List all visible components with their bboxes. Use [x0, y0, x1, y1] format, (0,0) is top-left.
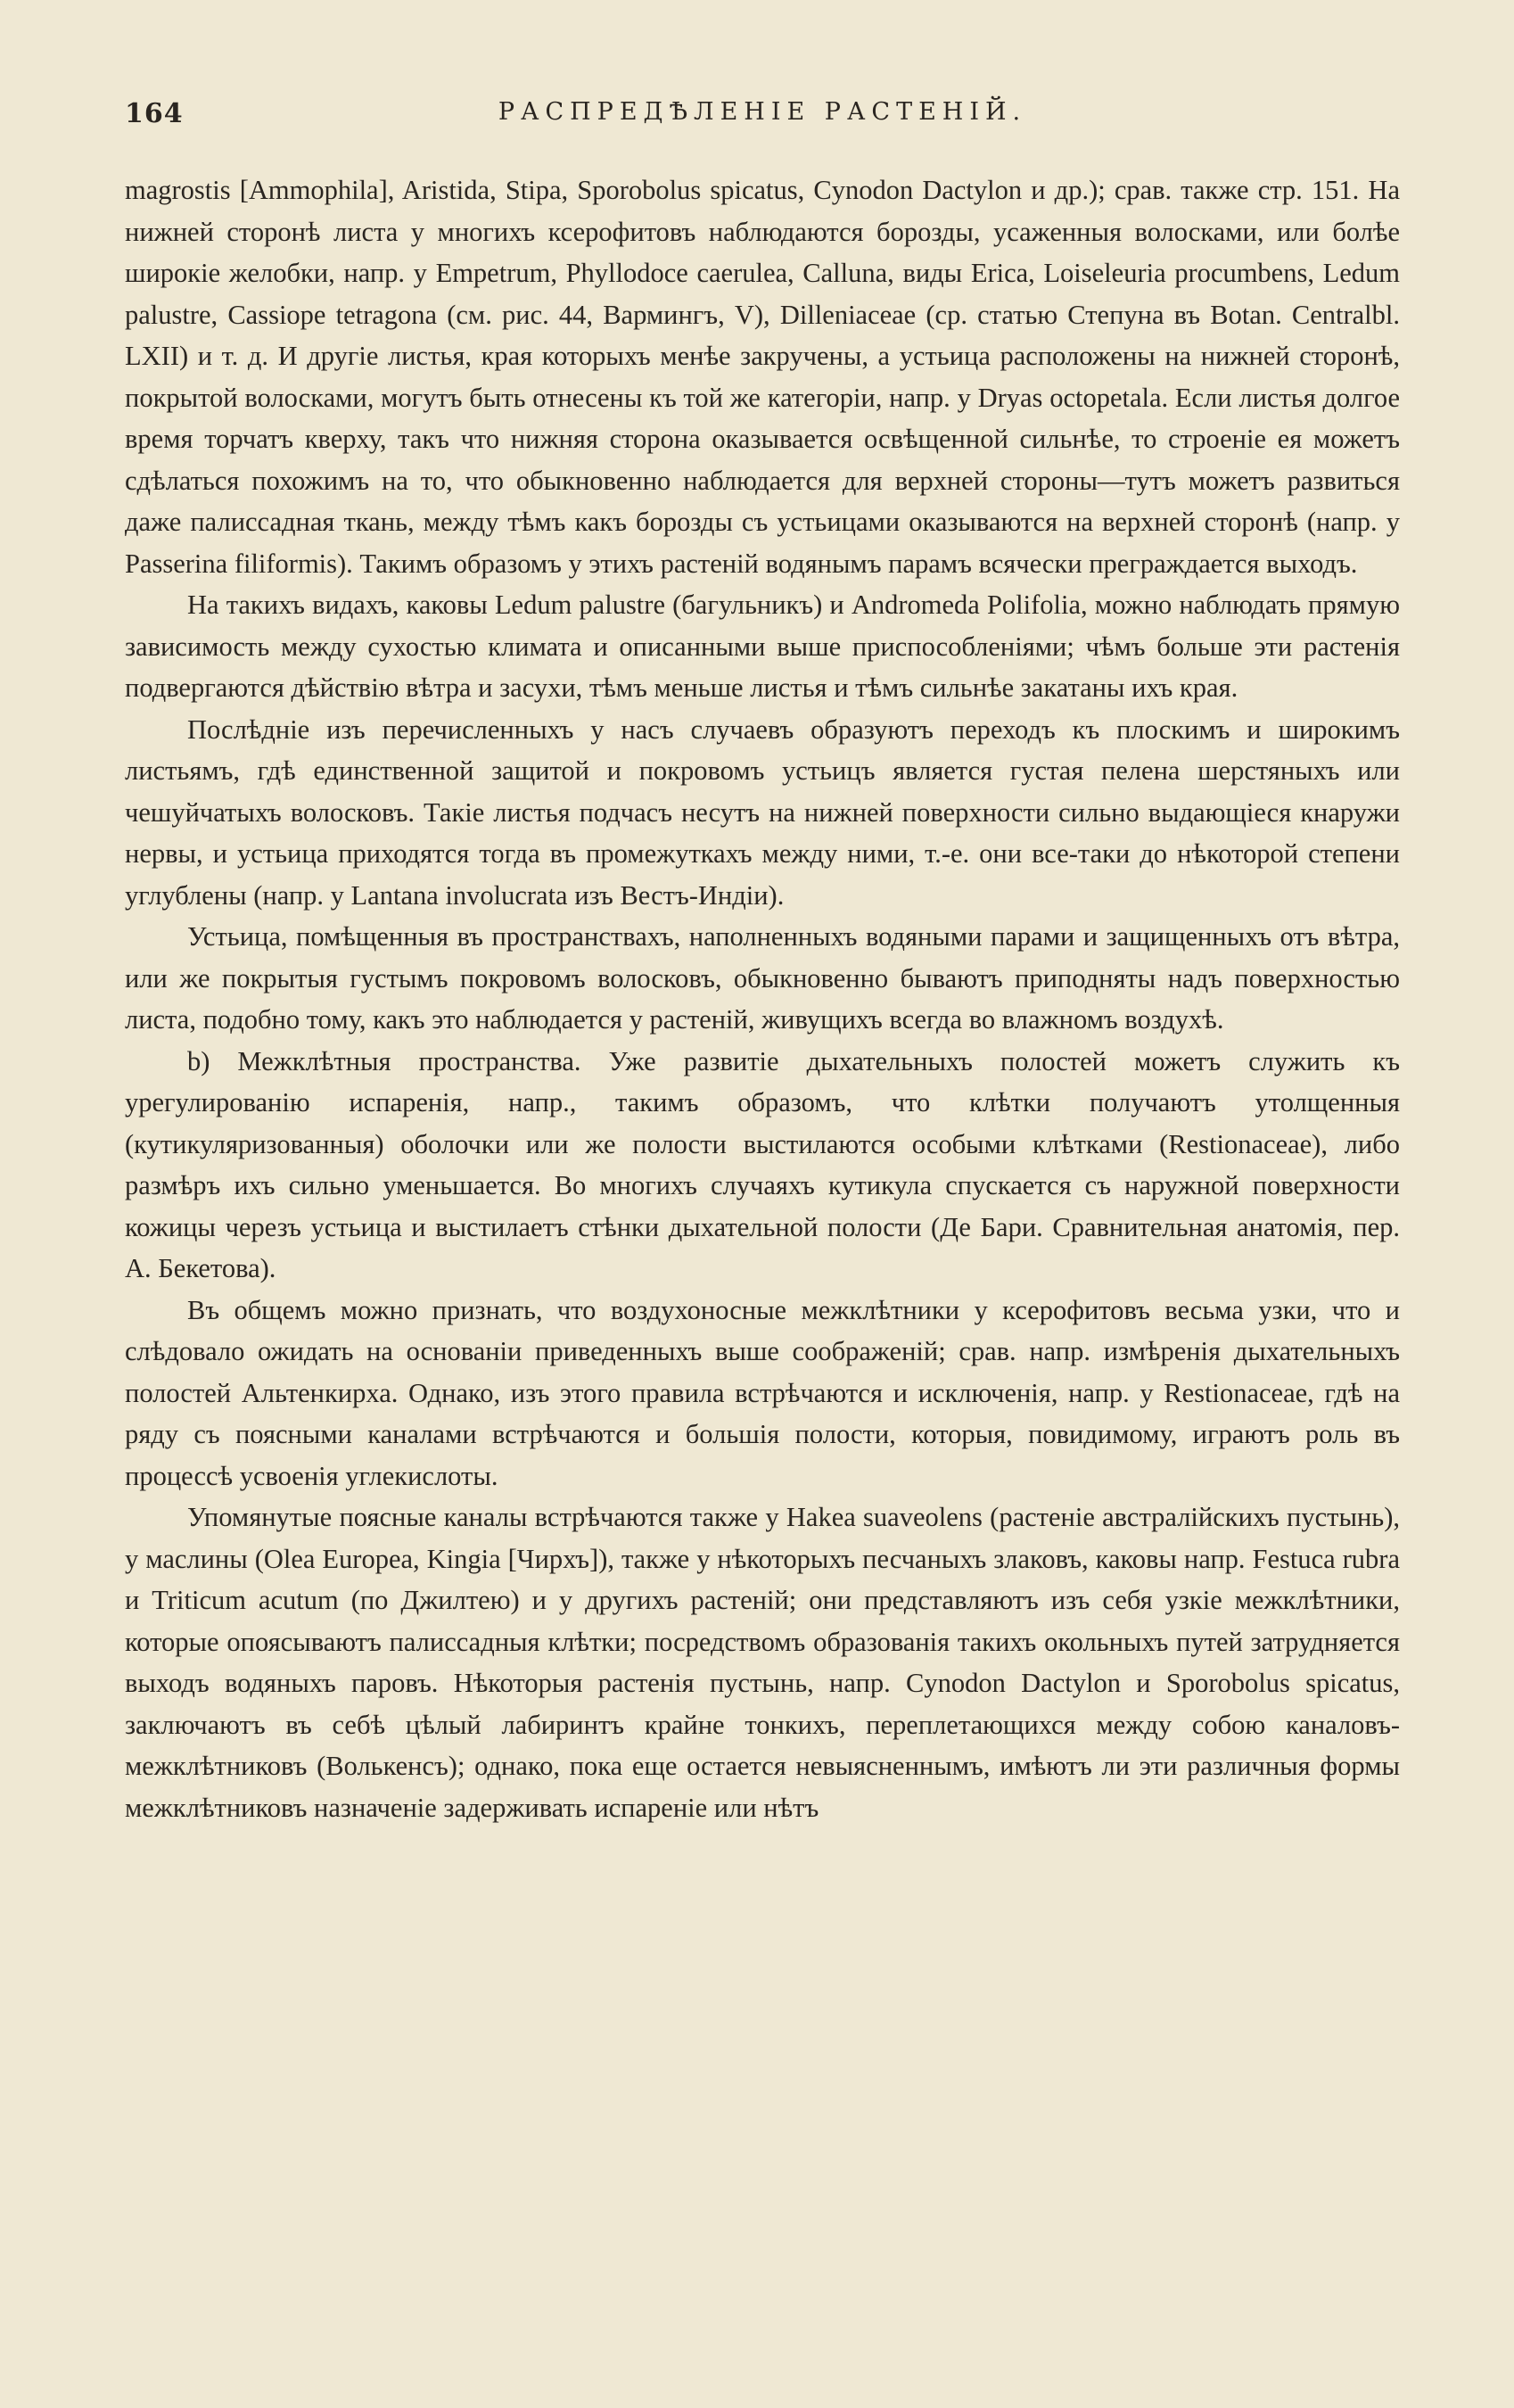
paragraph: На такихъ видахъ, каковы Ledum palustre (багульникъ) и Andromeda Polifolia, можно наблюдать прямую зависимость между сухостью климата и описанными выше приспособленіями; чѣмъ больше эти растенія подвергаются дѣйствію вѣтра и засухи, тѣмъ меньше листья и тѣмъ сильнѣе закатаны ихъ края.: [125, 590, 1400, 703]
paragraph-continued: magrostis [Ammophila], Aristida, Stipa, Sporobolus spicatus, Cynodon Dactylon и др.); срав. также стр. 151. На нижней сторонѣ листа у многихъ ксерофитовъ наблюдаются борозды, усаженныя волосками, или болѣе широкіе желобки, напр. у Empetrum, Phyllodoce caerulea, Calluna, виды Erica, Loiseleuria procumbens, Ledum palustre, Cassiope tetragona (см. рис. 44, Вармингъ, V), Dilleniaceae (ср. статью Степуна въ Botan. Centralbl. LXII) и т. д. И другіе листья, края которыхъ менѣе закручены, а устьица расположены на нижней сторонѣ, покрытой волосками, могутъ быть отнесены къ той же категоріи, напр. у Dryas octopetala. Если листья долгое время торчатъ кверху, такъ что нижняя сторона оказывается освѣщенной сильнѣе, то строеніе ея можетъ сдѣлаться похожимъ на то, что обыкновенно наблюдается для верхней стороны—тутъ можетъ развиться даже палиссадная ткань, между тѣмъ какъ борозды съ устьицами оказываются на верхней сторонѣ (напр. у Passerina filiformis). Такимъ образомъ у этихъ растеній водянымъ парамъ всячески преграждается выходъ.: [125, 175, 1400, 579]
paragraph: Въ общемъ можно признать, что воздухоносные межклѣтники у ксерофитовъ весьма узки, что и слѣдовало ожидать на основаніи приведенныхъ выше соображеній; срав. напр. измѣренія дыхательныхъ полостей Альтенкирха. Однако, изъ этого правила встрѣчаются и исключенія, напр. у Restionaceae, гдѣ на ряду съ поясными каналами встрѣчаются и большія полости, которыя, повидимому, играютъ роль въ процессѣ усвоенія углекислоты.: [125, 1294, 1400, 1491]
book-page: [125, 89, 1400, 1828]
page-number: 164: [125, 98, 184, 129]
body-text: [125, 169, 1400, 1828]
running-title: РАСПРЕДѢЛЕНІЕ РАСТЕНІЙ.: [498, 98, 1027, 126]
paragraph: Устьица, помѣщенныя въ пространствахъ, наполненныхъ водяными парами и защищенныхъ отъ вѣтра, или же покрытыя густымъ покровомъ волосковъ, обыкновенно бываютъ приподняты надъ поверхностью листа, подобно тому, какъ это наблюдается у растеній, живущихъ всегда во влажномъ воздухѣ.: [125, 921, 1400, 1035]
running-head: [125, 89, 1400, 143]
paragraph: Послѣдніе изъ перечисленныхъ у насъ случаевъ образуютъ переходъ къ плоскимъ и широкимъ листьямъ, гдѣ единственной защитой и покровомъ устьицъ является густая пелена шерстяныхъ или чешуйчатыхъ волосковъ. Такіе листья подчасъ несутъ на нижней поверхности сильно выдающіеся кнаружи нервы, и устьица приходятся тогда въ промежуткахъ между ними, т.-е. они все-таки до нѣкоторой степени углублены (напр. у Lantana involucrata изъ Вестъ-Индіи).: [125, 713, 1400, 911]
paragraph-section-b: b) Межклѣтныя пространства. Уже развитіе дыхательныхъ полостей можетъ служить къ урегулированію испаренія, напр., такимъ образомъ, что клѣтки получаютъ утолщенныя (кутикуляризованныя) оболочки или же полости выстилаются особыми клѣтками (Restionaceae), либо размѣръ ихъ сильно уменьшается. Во многихъ случаяхъ кутикула спускается съ наружной поверхности кожицы черезъ устьица и выстилаетъ стѣнки дыхательной полости (Де Бари. Сравнительная анатомія, пер. А. Бекетова).: [125, 1045, 1400, 1283]
paragraph: Упомянутые поясные каналы встрѣчаются также у Hakea suaveolens (растеніе австралійскихъ пустынь), у маслины (Olea Europea, Kingia [Чирхъ]), также у нѣкоторыхъ песчаныхъ злаковъ, каковы напр. Festuca rubra и Triticum acutum (по Джилтею) и у другихъ растеній; они представляютъ изъ себя узкіе межклѣтники, которые опоясываютъ палиссадныя клѣтки; посредствомъ образованія такихъ окольныхъ путей затрудняется выходъ водяныхъ паровъ. Нѣкоторыя растенія пустынь, напр. Cynodon Dactylon и Sporobolus spicatus, заключаютъ въ себѣ цѣлый лабиринтъ крайне тонкихъ, переплетающихся между собою каналовъ-межклѣтниковъ (Волькенсъ); однако, пока еще остается невыясненнымъ, имѣютъ ли эти различныя формы межклѣтниковъ назначеніе задерживать испареніе или нѣтъ: [125, 1502, 1400, 1823]
